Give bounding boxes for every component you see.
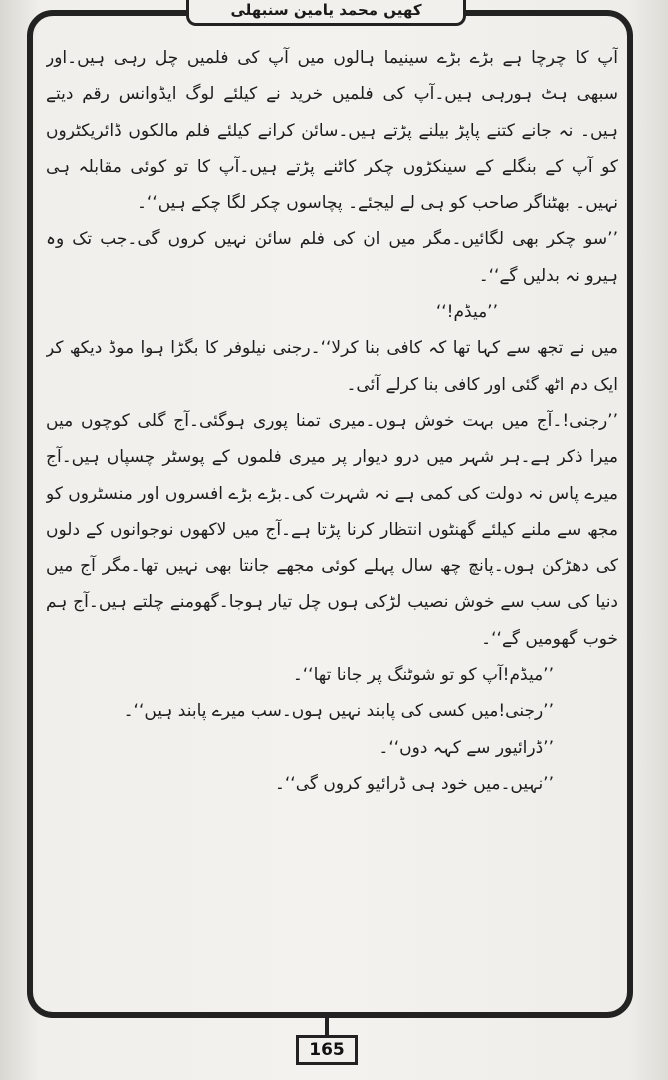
paragraph-2: ’’سو چکر بھی لگائیں۔مگر میں ان کی فلم سائن نہیں کروں گی۔جب تک وہ ہیرو نہ بدلیں گے‘‘۔ <box>46 229 618 286</box>
paragraph-5: ’’رجنی!۔آج میں بہت خوش ہوں۔میری تمنا پوری ہوگئی۔آج گلی کوچوں میں میرا ذکر ہے۔ہر شہر میں درو دیوار پر میری فلموں کے پوسٹر چسپاں ہیں۔آج میرے پاس نہ دولت کی کمی ہے نہ شہرت کی۔بڑے بڑے افسروں اور منسٹروں کو مجھ سے ملنے کیلئے گھنٹوں انتظار کرنا پڑتا ہے۔آج میں لاکھوں نوجوانوں کے دلوں کی دھڑکن ہوں۔پانچ چھ سال پہلے کوئی مجھے جانتا بھی نہیں تھا۔مگر آج میں دنیا کی سب سے خوش نصیب لڑکی ہوں چل تیار ہوجا۔گھومنے چلتے ہیں۔آج ہم خوب گھومیں گے‘‘۔ <box>46 410 618 649</box>
page-body-text <box>46 40 618 1000</box>
paragraph-3: ’’میڈم!‘‘ <box>435 302 498 323</box>
paragraph-6: ’’میڈم!آپ کو تو شوٹنگ پر جانا تھا‘‘۔ <box>292 665 554 686</box>
paragraph-8: ’’ڈرائیور سے کہہ دوں‘‘۔ <box>378 737 554 758</box>
paragraph-4: میں نے تجھ سے کہا تھا کہ کافی بنا کرلا‘‘۔رجنی نیلوفر کا بگڑا ہوا موڈ دیکھ کر ایک دم اٹھ گئی اور کافی بنا کرلے آئی۔ <box>46 338 618 395</box>
page-number-connector <box>325 1013 329 1037</box>
paragraph-9: ’’نہیں۔میں خود ہی ڈرائیو کروں گی‘‘۔ <box>274 773 554 794</box>
running-header: کھیں محمد یامین سنبھلی <box>186 0 466 26</box>
paragraph-7: ’’رجنی!میں کسی کی پابند نہیں ہوں۔سب میرے پابند ہیں‘‘۔ <box>123 701 554 722</box>
page-number: 165 <box>296 1035 358 1065</box>
paragraph-1: آپ کا چرچا ہے بڑے بڑے سینیما ہالوں میں آپ کی فلمیں چل رہی ہیں۔اور سبھی ہٹ ہورہی ہیں۔آپ کی فلمیں خرید نے کیلئے لوگ ایڈوانس رقم دیتے ہیں۔ نہ جانے کتنے پاپڑ بیلنے پڑتے ہیں۔سائن کرانے کیلئے فلم مالکوں ڈائریکٹروں کو آپ کے بنگلے کے سینکڑوں چکر کاٹنے پڑتے ہیں۔آپ کا تو کوئی مقابلہ ہی نہیں۔ بھٹناگر صاحب کو ہی لے لیجئے۔ پچاسوں چکر لگا چکے ہیں‘‘۔ <box>46 48 618 214</box>
